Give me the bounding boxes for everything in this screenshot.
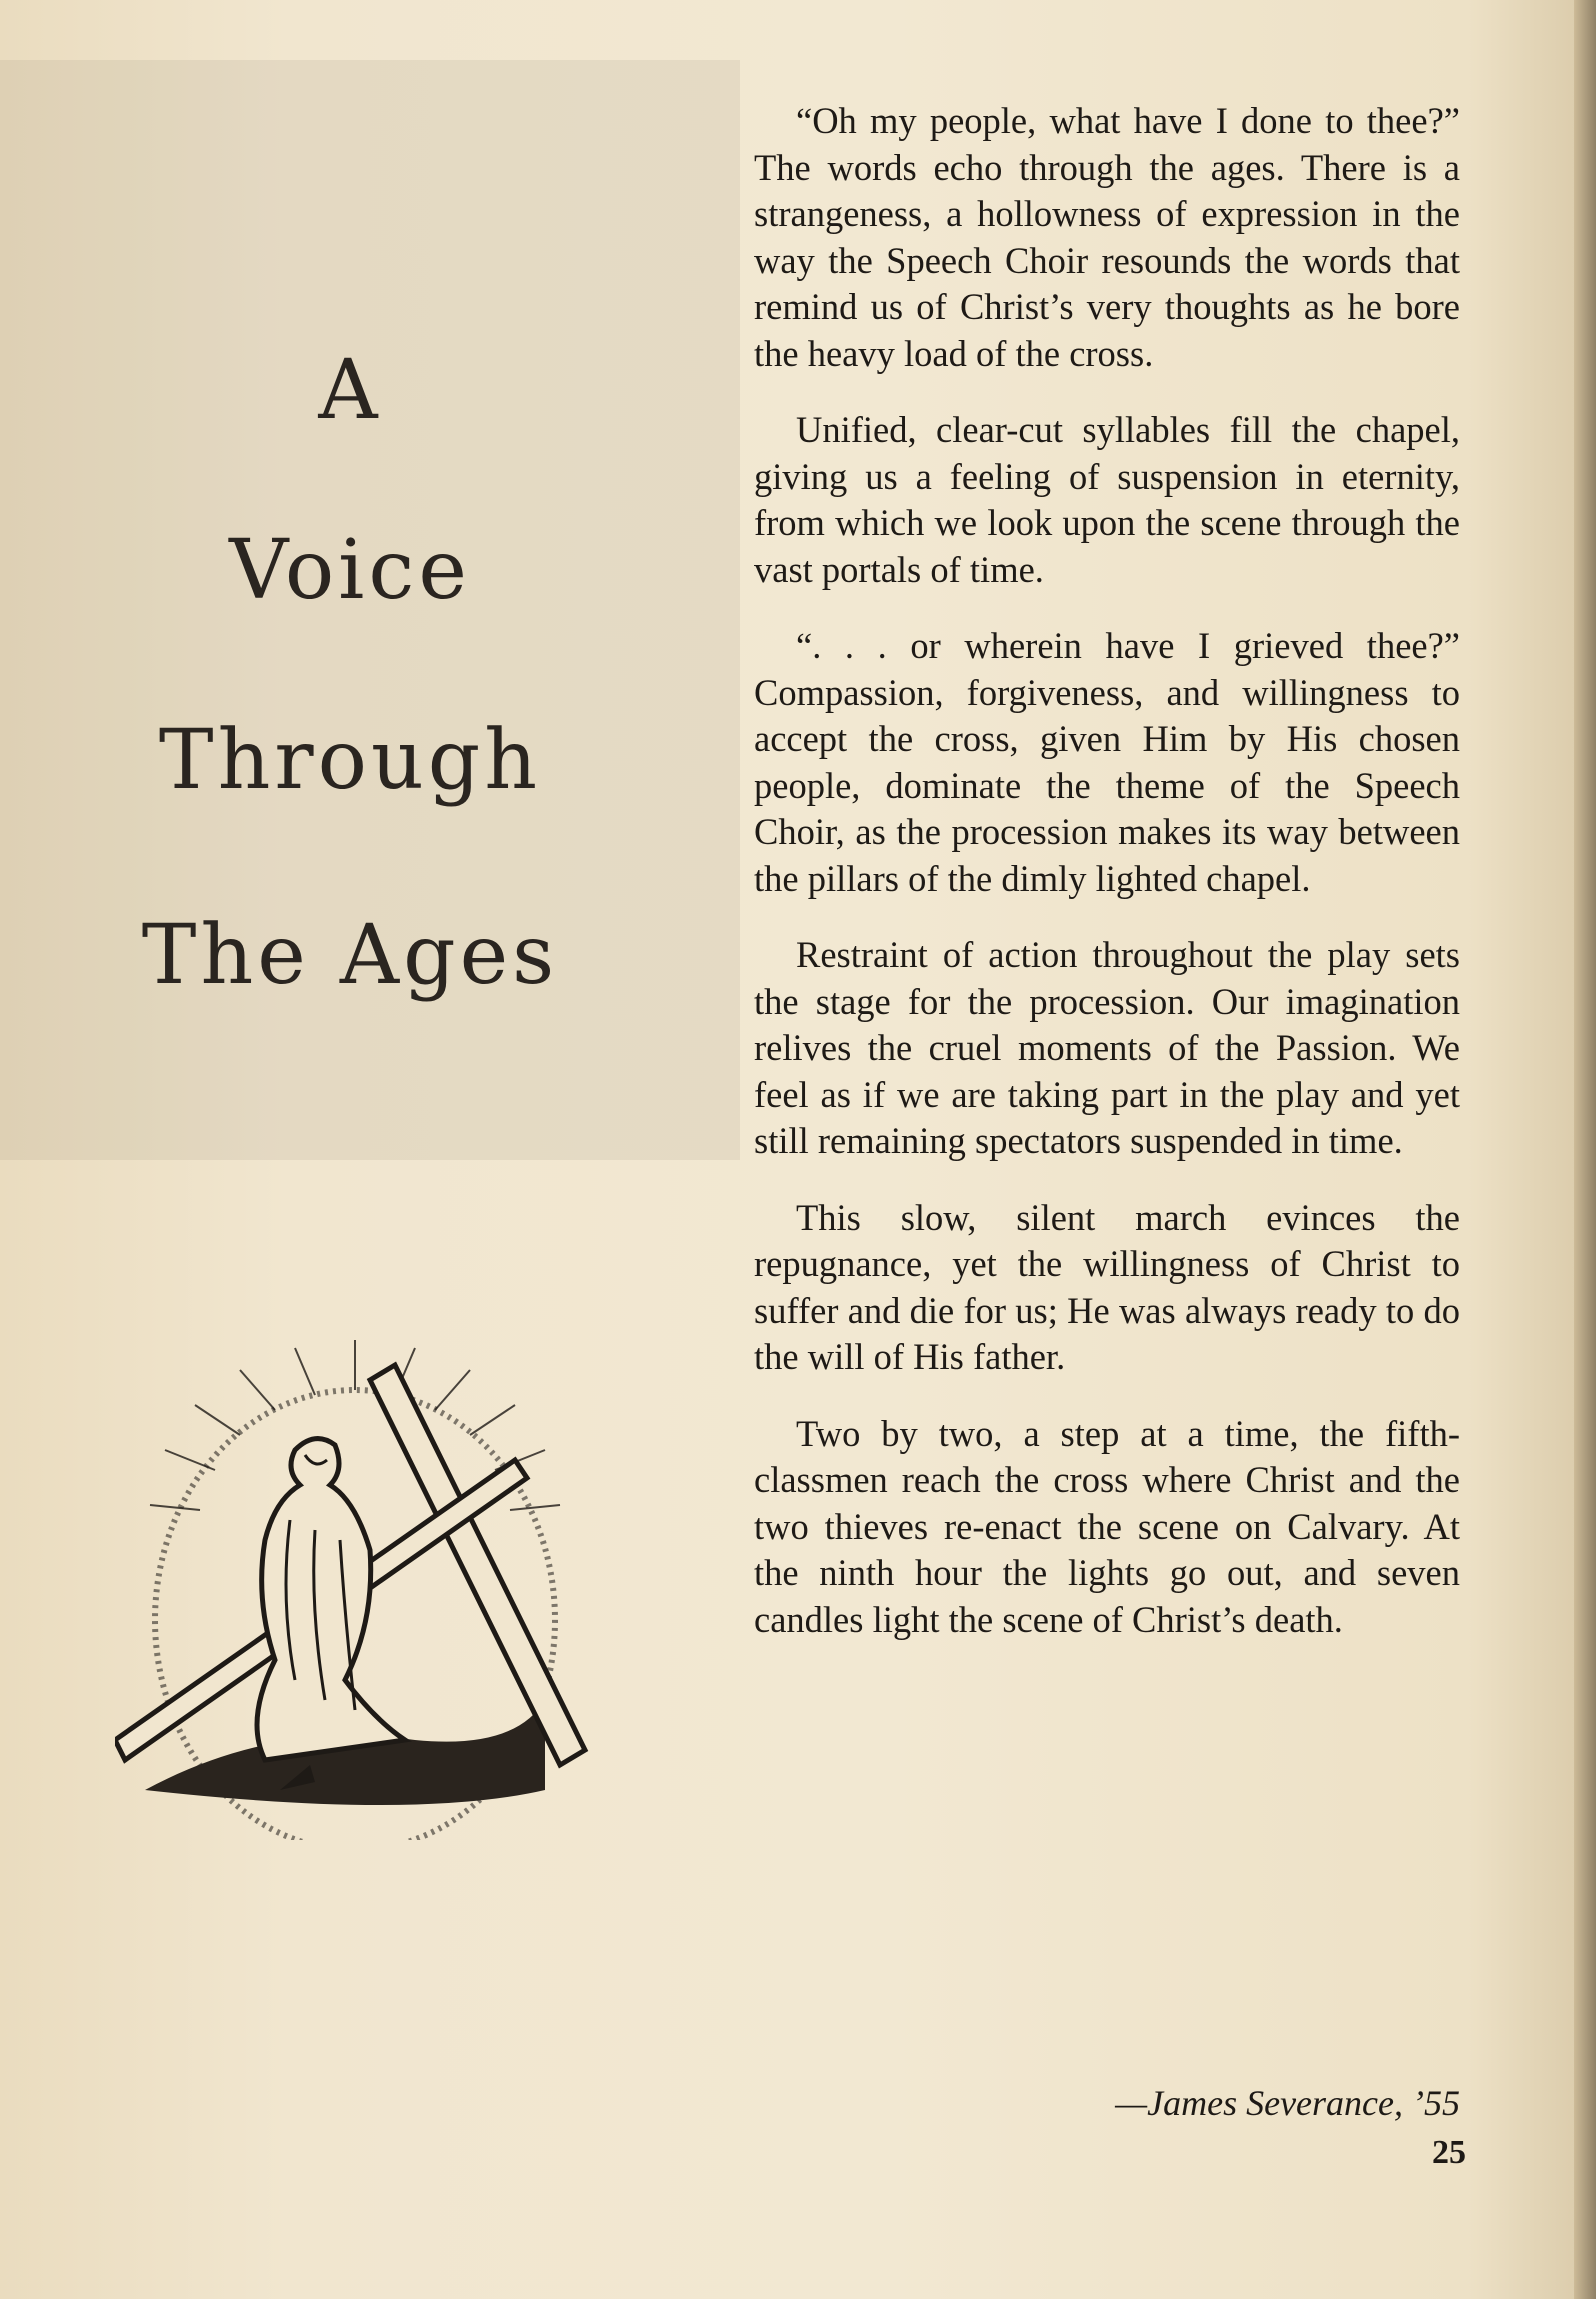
title-line-2: Voice: [229, 523, 471, 618]
paragraph: Two by two, a step at a time, the fifth-classmen reach the cross where Christ and the two thieves re-enact the scene on Calvary. At the ninth hour the lights go out, and seven candles light the scene of Christ’s death.: [754, 1412, 1460, 1640]
title-line-4: The Ages: [141, 908, 559, 1003]
page-number: 25: [1432, 2134, 1466, 2171]
paragraph: This slow, silent march evinces the repugnance, yet the willingness of Christ to suffer and die for us; He was always ready to do the will of His father.: [754, 1196, 1460, 1377]
page-gutter: [1574, 0, 1596, 2299]
title-line-1: A: [318, 343, 382, 438]
title-line-3: Through: [158, 713, 542, 808]
paragraph: Restraint of action throughout the play sets the stage for the procession. Our imagination relives the cruel moments of the Passion. We feel as if we are taking part in the play and yet still remaining spectators suspended in time.: [754, 934, 1460, 1161]
christ-carrying-cross-icon: [115, 1320, 595, 1840]
article-body: [754, 98, 1460, 1673]
paragraph: “Oh my people, what have I done to thee?” The words echo through the ages. There is a strangeness, a hollowness of expression in the way the Speech Choir resounds the words that remind us of Christ’s very thoughts as he bore the heavy load of the cross.: [754, 100, 1460, 374]
paragraph: “. . . or wherein have I grieved thee?” Compassion, forgiveness, and willingness to accept the cross, given Him by His chosen people, dominate the theme of the Speech Choir, as the procession makes its way between the pillars of the dimly lighted chapel.: [754, 625, 1460, 899]
author-byline: —James Severance, ’55: [1115, 2083, 1460, 2123]
paragraph: Unified, clear-cut syllables fill the chapel, giving us a feeling of suspension in eternity, from which we look upon the scene through the vast portals of time.: [754, 409, 1460, 590]
